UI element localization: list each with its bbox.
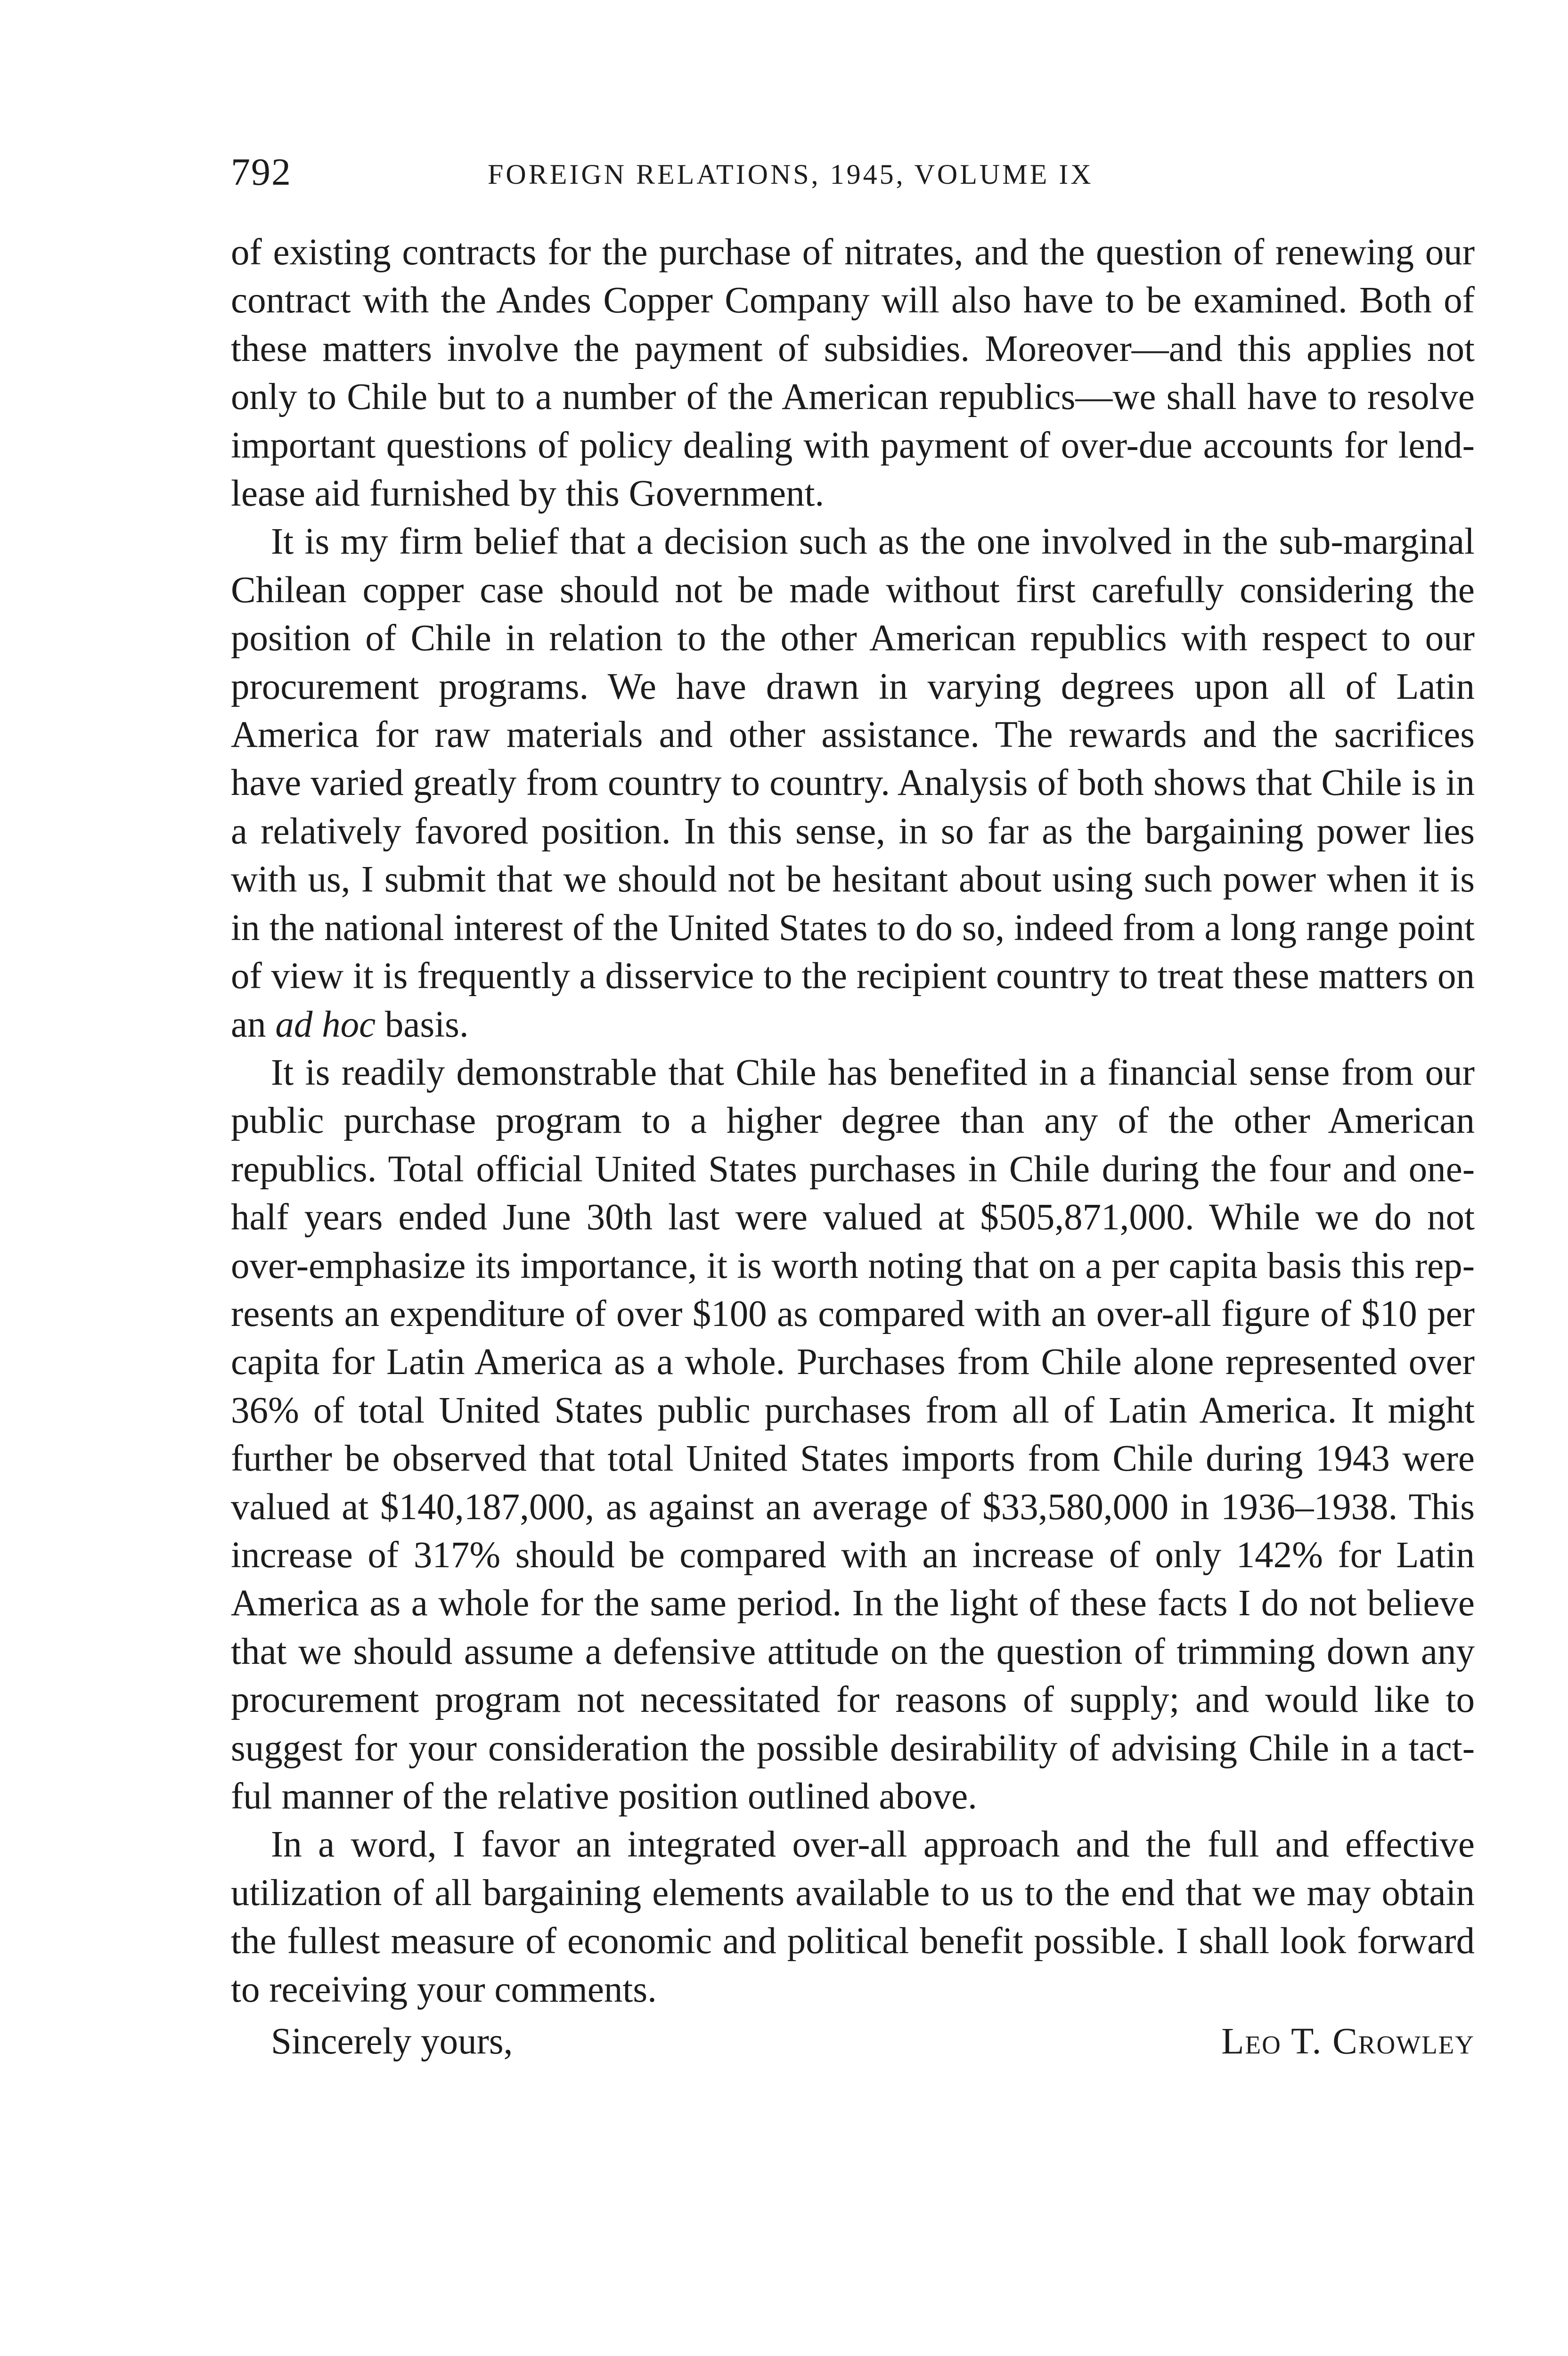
paragraph-3: It is readily demonstrable that Chile has benefited in a financial sense from our public purchase program to a higher degree than any of the other American republics. Total official United States purchases in Chile during the four and one-half years ended June 30th last were valued at $505,871,000. While we do not over-emphasize its importance, it is worth noting that on a per capita basis this represents an expenditure of over $100 as compared with an over-all figure of $10 per capita for Latin America as a whole. Purchases from Chile alone represented over 36% of total United States public purchases from all of Latin America. It might further be observed that total United States imports from Chile during 1943 were valued at $140,187,000, as against an average of $33,580,000 in 1936–1938. This increase of 317% should be compared with an increase of only 142% for Latin America as a whole for the same period. In the light of these facts I do not believe that we should assume a defensive attitude on the question of trimming down any procurement program not necessitated for reasons of supply; and would like to suggest for your consideration the possible desirability of advising Chile in a tactful manner of the relative position outlined above. xyxy=(231,1052,1475,1817)
paragraph-2 xyxy=(231,518,1475,1048)
paragraph-2-ending: basis. xyxy=(376,1004,469,1045)
document-page xyxy=(231,148,1475,2070)
page-number: 792 xyxy=(231,150,292,193)
signature: Leo T. Crowley xyxy=(1221,2021,1475,2062)
running-header xyxy=(231,148,1475,200)
letter-closing xyxy=(231,2018,1475,2070)
running-title: FOREIGN RELATIONS, 1945, VOLUME IX xyxy=(488,159,1094,190)
latin-phrase: ad hoc xyxy=(275,1004,376,1045)
paragraph-2-text: It is my firm belief that a decision such as the one involved in the sub-marginal Chilean copper case should not be made without first carefully considering the position of Chile in relation to the other American republics with respect to our procurement programs. We have drawn in varying degrees upon all of Latin America for raw materials and other assistance. The rewards and the sacrifices have varied greatly from country to country. Analysis of both shows that Chile is in a relatively favored position. In this sense, in so far as the bargaining power lies with us, I submit that we should not be hesitant about using such power when it is in the national interest of the United States to do so, indeed from a long range point of view it is frequently a disservice to the recipient country to treat these matters on an xyxy=(231,521,1475,1045)
complimentary-close: Sincerely yours, xyxy=(271,2021,513,2062)
letter-body xyxy=(231,229,1475,2014)
paragraph-1: of existing contracts for the purchase of nitrates, and the question of renewing our contract with the Andes Copper Company will also have to be examined. Both of these matters involve the payment of subsidies. Moreover—and this applies not only to Chile but to a number of the American republics—we shall have to resolve important questions of policy dealing with payment of over-due accounts for lend-lease aid furnished by this Government. xyxy=(231,232,1475,515)
paragraph-4: In a word, I favor an integrated over-all approach and the full and effective utilization of all bargaining elements available to us to the end that we may obtain the fullest measure of economic and political benefit possible. I shall look forward to receiving your comments. xyxy=(231,1824,1475,2010)
